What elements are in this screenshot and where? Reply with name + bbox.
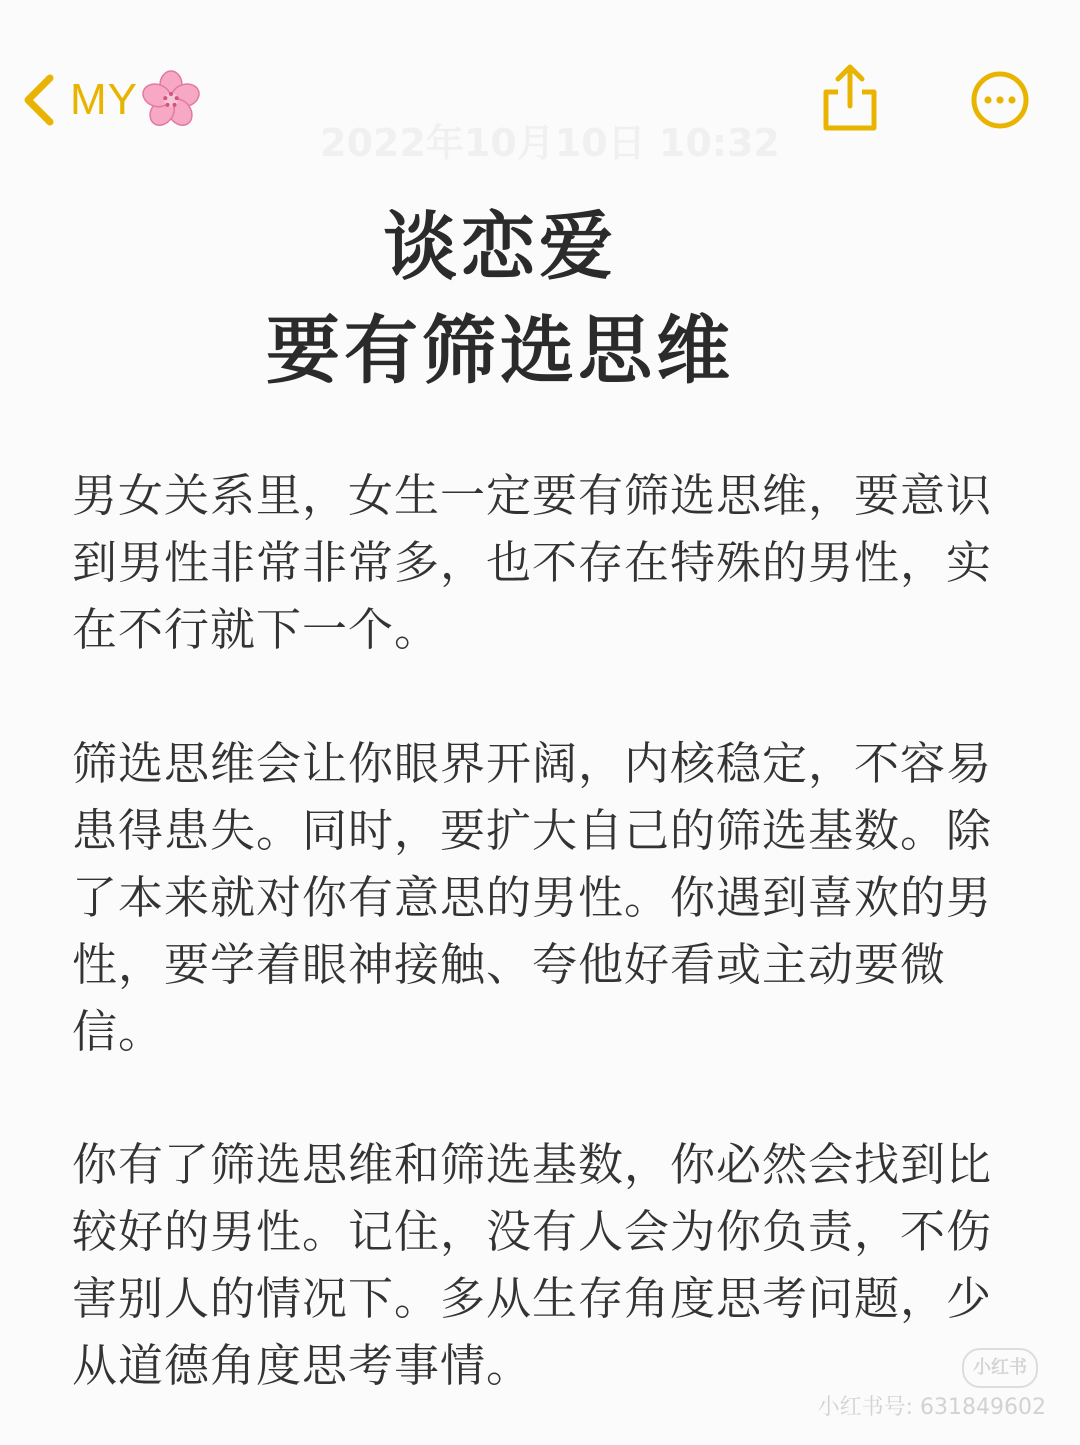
share-button[interactable]	[820, 62, 880, 138]
note-paragraph-2: 筛选思维会让你眼界开阔，内核稳定，不容易患得患失。同时，要扩大自己的筛选基数。除了本来就对你有意思的男性。你遇到喜欢的男性，要学着眼神接触、夸他好看或主动要微信。	[72, 737, 993, 1058]
note-title-line-1: 谈恋爱	[383, 204, 617, 290]
back-button[interactable]	[20, 68, 202, 132]
cherry-blossom-icon	[140, 69, 202, 131]
note-date: 2022年10月10日 10:32	[320, 121, 780, 165]
watermark-logo: 小红书	[962, 1348, 1038, 1388]
note-paragraph-3: 你有了筛选思维和筛选基数，你必然会找到比较好的男性。记住，没有人会为你负责，不伤害别人的情况下。多从生存角度思考问题，少从道德角度思考事情。	[72, 1138, 993, 1392]
more-button[interactable]	[970, 70, 1030, 134]
more-icon	[970, 115, 1030, 134]
share-icon	[820, 119, 880, 138]
chevron-left-icon	[20, 72, 56, 128]
note-paragraph-1: 男女关系里，女生一定要有筛选思维，要意识到男性非常非常多，也不存在特殊的男性，实在不行就下一个。	[72, 469, 993, 656]
note-title-line-2: 要有筛选思维	[266, 308, 734, 394]
back-label: MY	[70, 75, 138, 124]
watermark-id: 小红书号: 631849602	[817, 1395, 1046, 1420]
